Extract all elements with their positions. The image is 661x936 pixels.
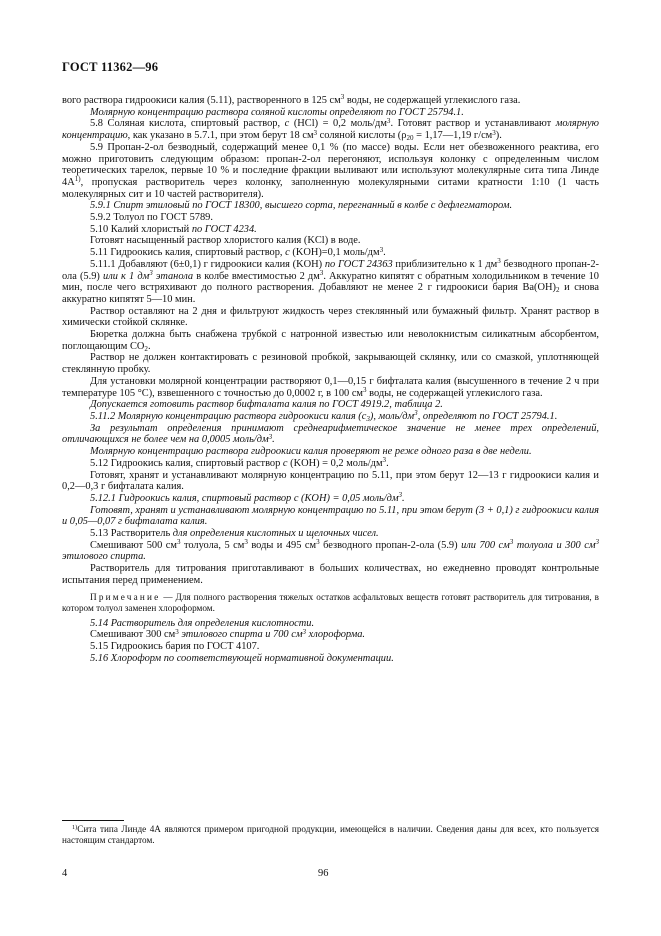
paragraph: Для установки молярной концентрации растворяют 0,1—0,15 г бифталата калия (высушенного в течение 2 ч при температуре 105 °С), взвешенного с точностью до 0,0002 г, в 100 $см^3$ воды, не содержащей углекислого газа. [62,375,599,399]
paragraph: 5.9.1 Спирт этиловый по ГОСТ 18300, высшего сорта, перегнанный в колбе с дефлегматором. [90,200,513,212]
paragraph: 5.12 Гидроокись калия, спиртовый раствор c (KOH) = 0,2 моль/$дм^3$. [90,456,389,469]
paragraph: 5.9.2 Толуол по ГОСТ 5789. [90,212,213,224]
paragraph: Готовят насыщенный раствор хлористого калия (KCl) в воде. [90,235,361,247]
paragraph: За результат определения принимают среднеарифметическое значение не менее трех определений, отличающихся не более чем на 0,0005 моль/$дм^3$. [62,422,599,446]
paragraph: Готовят, хранят и устанавливают молярную концентрацию по 5.11, при этом берут 12—13 г гидроокиси калия и 0,2—0,3 г бифталата калия. [62,469,599,493]
paragraph: 5.11 Гидроокись калия, спиртовый раствор, c (KOH)=0,1 моль/$дм^3$. [90,245,386,259]
note-paragraph: Примечание — Для полного растворения тяжелых остатков асфальтовых веществ готовят растворитель для титрования, в котором толуол заменен хлороформом. [62,591,599,613]
paragraph: 5.16 Хлороформ по соответствующей нормативной документации. [90,652,394,664]
paragraph: 5.12.1 Гидроокись калия, спиртовый раствор c (KOH) = 0,05 моль/$дм^3$. [90,491,405,504]
paragraph: Смешивают 300 $см^3$ этилового спирта и 700 $см^3$ хлороформа. [90,627,365,641]
paragraph: Смешивают 500 $см^3$ толуола, 5 $см^3$ воды и 495 $см^3$ безводного пропан-2-ола (5.9) или 700 $см^3$ толуола и 300 $см^3$ этилового спирта. [62,538,599,563]
page-number-center: 96 [318,868,329,879]
paragraph: Растворитель для титрования приготавливают в больших количествах, но ежедневно проводят контрольные испытания перед применением. [62,563,599,586]
paragraph: Готовят, хранят и устанавливают молярную концентрацию по 5.11, при этом берут (3 + 0,1) г гидроокиси калия и 0,05—0,07 г бифталата калия. [62,504,599,528]
paragraph: 5.10 Калий хлористый по ГОСТ 4234. [90,223,257,235]
paragraph: Молярную концентрацию раствора гидроокиси калия проверяют не реже одного раза в две недели. [90,446,532,458]
paragraph: Молярную концентрацию раствора соляной кислоты определяют по ГОСТ 25794.1. [90,106,464,118]
paragraph: 5.13 Растворитель для определения кислотных и щелочных чисел. [90,528,379,540]
paragraph: вого раствора гидроокиси калия (5.11), растворенного в 125 $см^3$ воды, не содержащей углекислого газа. [62,93,521,106]
paragraph: 5.15 Гидроокись бария по ГОСТ 4107. [90,640,260,652]
paragraph: 5.8 Соляная кислота, спиртовый раствор, c (HCl) = 0,2 моль/$дм^3$. Готовят раствор и устанавливают молярную концентрацию, как указано в 5.7.1, при этом берут 18 $см^3$ соляной кислоты ($\rho_{20}$ = 1,17—1,19 $г/см^3$). [62,116,599,142]
footnote: $^{1)}$Сита типа Линде 4А являются примером пригодной продукции, имеющейся в наличии. Сведения даны для всех, кто пользуется настоящим стандартом. [62,823,599,845]
footnote-divider [62,820,124,821]
body-text [62,95,599,664]
page-number-left: 4 [62,868,68,879]
paragraph: 5.9 Пропан-2-ол безводный, содержащий менее 0,1 % (по массе) воды. Если нет обезвоженного реактива, его можно приготовить следующим образом: пропан-2-ол перегоняют, используя колонку с определенным числом теоретических тарелок, первые 10 % и последние фракции выливают или используют молекулярные сита типа Линде $4А^{1)}$, пропуская растворитель через колонку, заполненную молекулярными ситами кратности 1:10 (1 часть молекулярных сит и 10 частей растворителя). [62,141,599,200]
document-header: ГОСТ 11362—96 [62,60,159,74]
paragraph: Допускается готовить раствор бифталата калия по ГОСТ 4919.2, таблица 2. [90,399,443,411]
paragraph: 5.11.1 Добавляют (6±0,1) г гидроокиси калия (KOH) по ГОСТ 24363 приблизительно к 1 $дм^3$ безводного пропан-2-ола (5.9) или к 1 $дм^3$ этанола в колбе вместимостью 2 $дм^3$. Аккуратно кипятят с обратным холодильником в течение 10 мин, после чего встряхивают до полного растворения. Добавляют не менее 2 г гидроокиси бария $Ba(OH)_2$ и снова аккуратно кипятят 5—10 мин. [62,257,599,305]
paragraph: 5.11.2 Молярную концентрацию раствора гидроокиси калия $(c_3)$, моль/$дм^3$, определяют по ГОСТ 25794.1. [90,409,558,423]
paragraph: 5.14 Растворитель для определения кислотности. [90,617,315,629]
paragraph: Раствор не должен контактировать с резиновой пробкой, закрывающей склянку, или со смазкой, уплотняющей стеклянную пробку. [62,352,599,376]
paragraph: Бюретка должна быть снабжена трубкой с натронной известью или неволокнистым силикатным абсорбентом, поглощающим $CO_2$. [62,329,599,353]
paragraph: Раствор оставляют на 2 дня и фильтруют жидкость через стеклянный или бумажный фильтр. Хранят раствор в химически стойкой склянке. [62,305,599,329]
